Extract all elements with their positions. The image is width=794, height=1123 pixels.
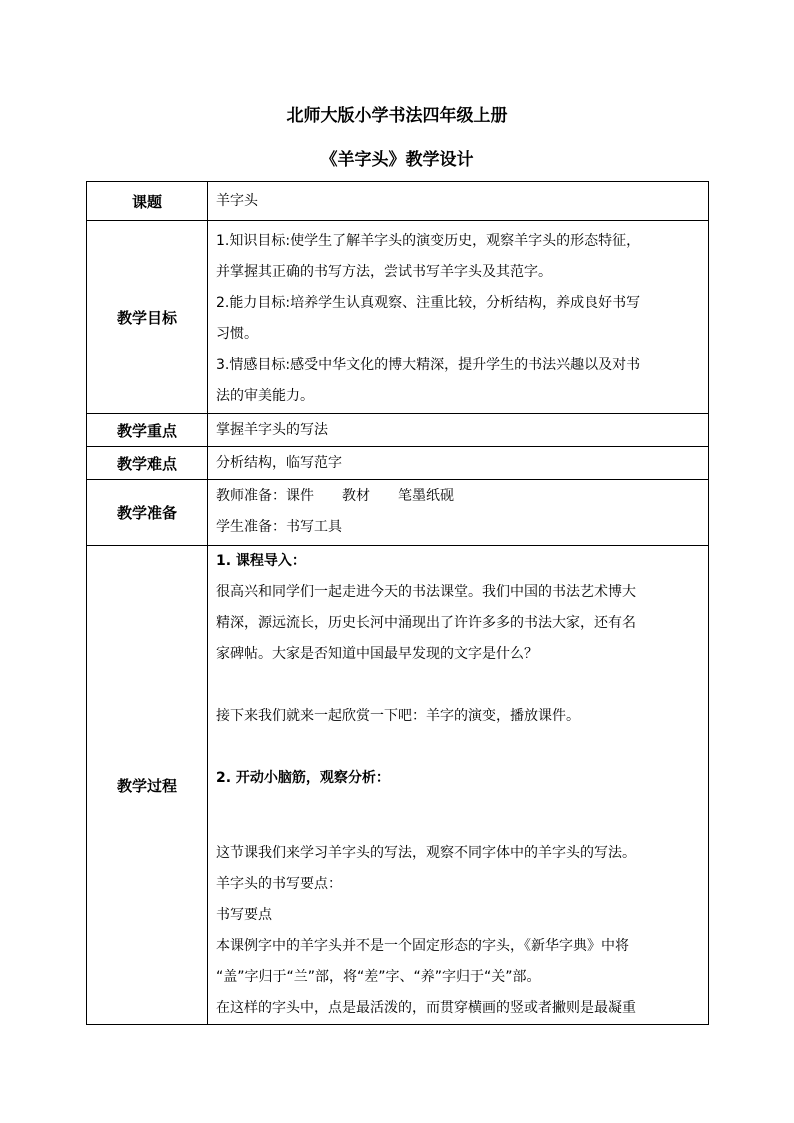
process-content [208, 546, 709, 1025]
difficulty-label: 教学难点 [87, 447, 208, 480]
topic-label: 课题 [87, 182, 208, 221]
goals-line: 习惯。 [216, 326, 258, 342]
table-row-difficulty [87, 447, 709, 480]
key-points-value: 掌握羊字头的写法 [208, 414, 709, 447]
goals-line: 2.能力目标:培养学生认真观察、注重比较，分析结构，养成良好书写 [216, 295, 641, 311]
topic-value: 羊字头 [208, 182, 709, 221]
blank-line [216, 670, 700, 701]
section2-line: 书写要点 [216, 907, 272, 923]
blank-line [216, 794, 700, 838]
section2-line: 在这样的字头中，点是最活泼的，而贯穿横画的竖或者撇则是最凝重 [216, 1000, 636, 1016]
section2-line: “盖”字归于“兰”部，将“差”字、“养”字归于“关”部。 [216, 969, 541, 985]
table-row-topic [87, 182, 709, 221]
section2-heading: 2. 开动小脑筋，观察分析： [216, 770, 390, 786]
goals-line: 法的审美能力。 [216, 388, 314, 404]
document-subtitle: 《羊字头》教学设计 [320, 150, 474, 170]
table-row-key-points [87, 414, 709, 447]
section1-line: 精深，源远流长，历史长河中涌现出了许许多多的书法大家，还有名 [216, 615, 636, 631]
teacher-preparation: 教师准备：课件 教材 笔墨纸砚 [216, 488, 454, 504]
section2-line: 羊字头的书写要点： [216, 876, 342, 892]
section1-heading: 1. 课程导入： [216, 553, 306, 569]
document-title: 北师大版小学书法四年级上册 [286, 106, 508, 126]
section2-line: 这节课我们来学习羊字头的写法，观察不同字体中的羊字头的写法。 [216, 845, 636, 861]
difficulty-value: 分析结构，临写范字 [208, 447, 709, 480]
section1-followup: 接下来我们就来一起欣赏一下吧：羊字的演变，播放课件。 [216, 708, 580, 724]
goals-line: 1.知识目标:使学生了解羊字头的演变历史，观察羊字头的形态特征， [216, 233, 641, 249]
section1-line: 家碑帖。大家是否知道中国最早发现的文字是什么？ [216, 646, 538, 662]
table-row-goals [87, 221, 709, 414]
preparation-content [208, 480, 709, 546]
section2-line: 本课例字中的羊字头并不是一个固定形态的字头，《新华字典》中将 [216, 938, 629, 954]
goals-label: 教学目标 [87, 221, 208, 414]
key-points-label: 教学重点 [87, 414, 208, 447]
goals-line: 并掌握其正确的书写方法，尝试书写羊字头及其范字。 [216, 264, 552, 280]
preparation-label: 教学准备 [87, 480, 208, 546]
goals-content [208, 221, 709, 414]
student-preparation: 学生准备：书写工具 [216, 519, 342, 535]
lesson-plan-table [86, 181, 709, 1025]
goals-line: 3.情感目标:感受中华文化的博大精深，提升学生的书法兴趣以及对书 [216, 357, 641, 373]
table-row-process [87, 546, 709, 1025]
process-label: 教学过程 [87, 546, 208, 1025]
table-row-preparation [87, 480, 709, 546]
blank-line [216, 732, 700, 763]
section1-line: 很高兴和同学们一起走进今天的书法课堂。我们中国的书法艺术博大 [216, 584, 636, 600]
